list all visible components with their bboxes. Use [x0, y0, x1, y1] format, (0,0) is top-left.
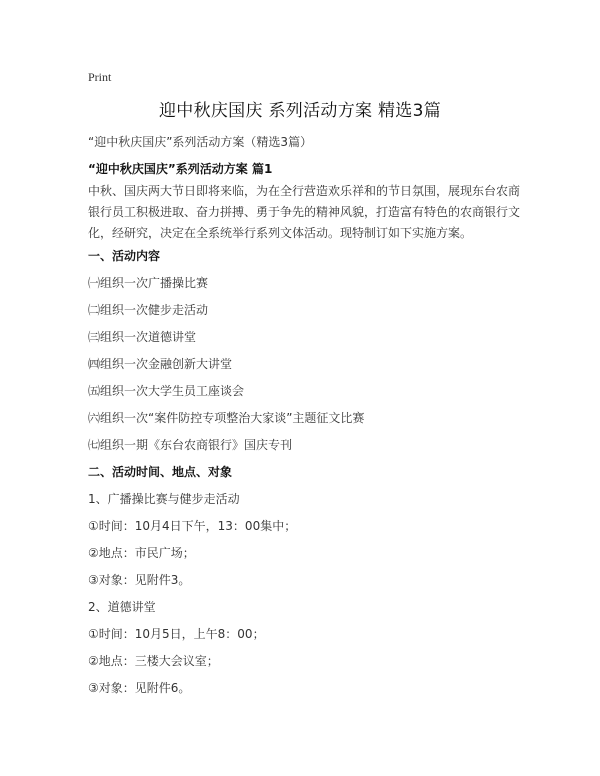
- page-title: 迎中秋庆国庆 系列活动方案 精选3篇: [158, 101, 442, 121]
- item2-detail: ③对象：见附件6。: [88, 681, 191, 695]
- part2-heading: 二、活动时间、地点、对象: [88, 465, 233, 479]
- activity-item: ㈦组织一期《东台农商银行》国庆专刊: [88, 438, 293, 452]
- activity-item: ㈤组织一次大学生员工座谈会: [88, 384, 245, 398]
- item2-detail: ②地点：三楼大会议室；: [88, 654, 219, 668]
- item2-title: 2、道德讲堂: [88, 600, 156, 614]
- activity-item: ㈢组织一次道德讲堂: [88, 330, 197, 344]
- activity-item: ㈡组织一次健步走活动: [88, 303, 209, 317]
- activity-item: ㈣组织一次金融创新大讲堂: [88, 357, 233, 371]
- item1-title: 1、广播操比赛与健步走活动: [88, 492, 240, 506]
- print-link[interactable]: Print: [88, 70, 112, 84]
- item1-detail: ①时间：10月4日下午，13：00集中；: [88, 519, 297, 533]
- section-heading: “迎中秋庆国庆”系列活动方案 篇1: [88, 162, 273, 176]
- activity-item: ㈠组织一次广播操比赛: [88, 276, 209, 290]
- item1-detail: ②地点：市民广场；: [88, 546, 195, 560]
- subtitle: “迎中秋庆国庆”系列活动方案（精选3篇）: [88, 135, 313, 149]
- activity-item: ㈥组织一次“案件防控专项整治大家谈”主题征文比赛: [88, 411, 365, 425]
- part1-heading: 一、活动内容: [88, 249, 161, 263]
- item2-detail: ①时间：10月5日，上午8：00；: [88, 627, 265, 641]
- item1-detail: ③对象：见附件3。: [88, 573, 191, 587]
- intro-paragraph: 中秋、国庆两大节日即将来临，为在全行营造欢乐祥和的节日氛围，展现东台农商银行员工积极进取、奋力拼搏、勇于争先的精神风貌，打造富有特色的农商银行文化，经研究，决定在全系统举行系列文体活动。现特制订如下实施方案。: [88, 184, 521, 240]
